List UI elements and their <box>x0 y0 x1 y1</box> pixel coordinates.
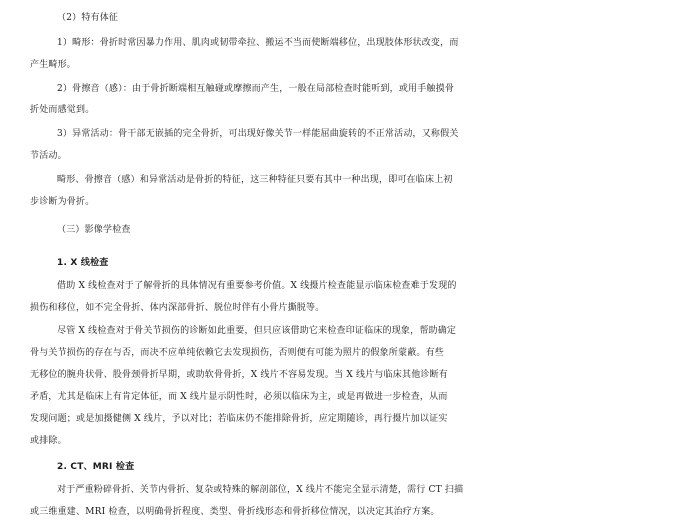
paragraph-xray2-line6: 或排除。 <box>30 436 67 446</box>
paragraph-deformity-line1: 1）畸形：骨折时常因暴力作用、肌肉或韧带牵拉、搬运不当而使断端移位，出现肢体形状改变，而 <box>57 38 459 48</box>
paragraph-summary-line1: 畸形、骨擦音（感）和异常活动是骨折的特征，这三种特征只要有其中一种出现，即可在临床上初 <box>57 175 453 185</box>
paragraph-xray2-line5: 发现问题；或是加摄健侧 X 线片，予以对比；若临床仍不能排除骨折，应定期随诊，再行摄片加以证实 <box>30 414 448 424</box>
heading-ct-mri: 2. CT、MRI 检查 <box>57 462 135 472</box>
paragraph-xray2-line2: 骨与关节损伤的存在与否，而决不应单纯依赖它去发现损伤，否则便有可能为照片的假象所蒙蔽。有些 <box>30 348 445 358</box>
paragraph-xray2-line3: 无移位的腕舟状骨、股骨颈骨折早期，或助软骨骨折，X 线片不容易发现。当 X 线片与临床其他诊断有 <box>30 370 448 380</box>
paragraph-crepitus-line2: 折处而感觉到。 <box>30 105 95 115</box>
paragraph-deformity-line2: 产生畸形。 <box>30 60 77 70</box>
section-heading-imaging: （三）影像学检查 <box>57 225 131 235</box>
paragraph-xray2-line1: 尽管 X 线检查对于骨关节损伤的诊断如此重要，但只应该借助它来检查印证临床的现象，帮助确定 <box>57 326 457 336</box>
paragraph-crepitus-line1: 2）骨擦音（感）：由于骨折断端相互触碰或摩擦而产生，一般在局部检查时能听到，或用手触摸骨 <box>57 84 455 94</box>
subsection-heading-signs: （2）特有体征 <box>57 13 119 23</box>
paragraph-abnormal-motion-line1: 3）异常活动：骨干部无嵌插的完全骨折，可出现好像关节一样能屈曲旋转的不正常活动，又称假关 <box>57 129 459 139</box>
paragraph-xray1-line2: 损伤和移位，如不完全骨折、体内深部骨折、脱位时伴有小骨片撕脱等。 <box>30 303 325 313</box>
paragraph-ct-line2: 或三维重建、MRI 检查，以明确骨折程度、类型、骨折线形态和骨折移位情况，以决定其治疗方案。 <box>30 507 440 517</box>
paragraph-summary-line2: 步诊断为骨折。 <box>30 197 95 207</box>
paragraph-xray2-line4: 矛盾，尤其是临床上有肯定体征，而 X 线片显示阴性时，必须以临床为主，或是再做进一步检查，从而 <box>30 392 448 402</box>
paragraph-ct-line1: 对于严重粉碎骨折、关节内骨折、复杂或特殊的解剖部位，X 线片不能完全显示清楚，需行 CT 扫描 <box>57 485 464 495</box>
paragraph-xray1-line1: 借助 X 线检查对于了解骨折的具体情况有重要参考价值。X 线摄片检查能显示临床检查难于发现的 <box>57 281 457 291</box>
heading-xray: 1. X 线检查 <box>57 258 109 268</box>
paragraph-abnormal-motion-line2: 节活动。 <box>30 151 67 161</box>
